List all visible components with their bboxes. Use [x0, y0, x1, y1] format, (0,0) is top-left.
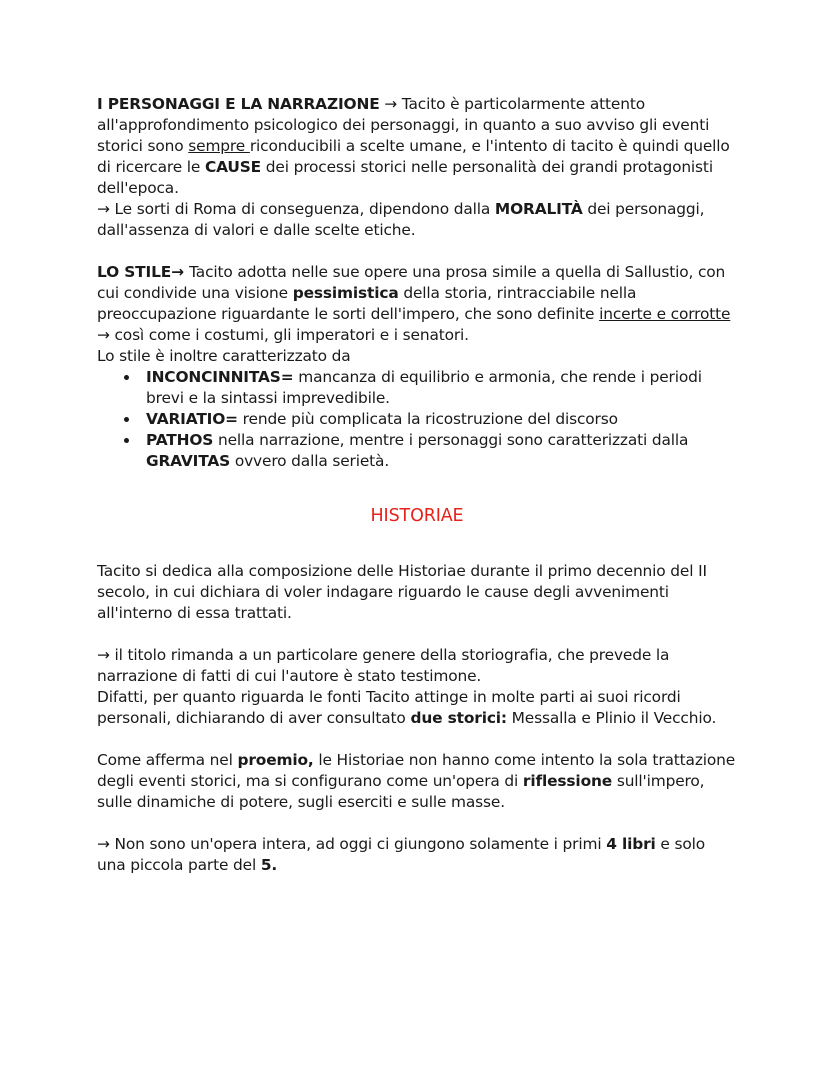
- section-title-historiae: HISTORIAE: [370, 506, 464, 526]
- paragraph-stile: LO STILE→ Tacito adotta nelle sue opere una prosa simile a quella di Sallustio, con cui condivide una visione pessimistica della storia, rintracciabile nella preoccupazione riguardante le sorti dell'impero, che sono definite incerte e corrotte → così come i costumi, gli imperatori e i senatori.: [97, 263, 731, 344]
- paragraph-titolo: → il titolo rimanda a un particolare genere della storiografia, che prevede la narrazione di fatti di cui l'autore è stato testimone.: [97, 646, 670, 685]
- stile-bullet-list: [97, 367, 737, 472]
- paragraph-sorti-roma: → Le sorti di Roma di conseguenza, dipendono dalla MORALITÀ dei personaggi, dall'assenza di valori e dalle scelte etiche.: [97, 200, 705, 239]
- heading-personaggi: I PERSONAGGI E LA NARRAZIONE: [97, 95, 380, 113]
- paragraph-historiae-intro: Tacito si dedica alla composizione delle Historiae durante il primo decennio del II secolo, in cui dichiara di voler indagare riguardo le cause degli avvenimenti all'interno di essa trattati.: [97, 562, 707, 622]
- document-body: [97, 94, 737, 876]
- paragraph-libri: → Non sono un'opera intera, ad oggi ci giungono solamente i primi 4 libri e solo una piccola parte del 5.: [97, 835, 705, 874]
- list-item: INCONCINNITAS= mancanza di equilibrio e armonia, che rende i periodi brevi e la sintassi imprevedibile.: [146, 367, 737, 409]
- paragraph-fonti: Difatti, per quanto riguarda le fonti Tacito attinge in molte parti ai suoi ricordi personali, dichiarando di aver consultato due storici: Messalla e Plinio il Vecchio.: [97, 688, 717, 727]
- list-item: PATHOS nella narrazione, mentre i personaggi sono caratterizzati dalla GRAVITAS ovvero dalla serietà.: [146, 430, 737, 472]
- paragraph-stile-intro: Lo stile è inoltre caratterizzato da: [97, 347, 351, 365]
- paragraph-proemio: Come afferma nel proemio, le Historiae non hanno come intento la sola trattazione degli eventi storici, ma si configurano come un'opera di riflessione sull'impero, sulle dinamiche di potere, sugli eserciti e sulle masse.: [97, 751, 736, 811]
- paragraph-personaggi: I PERSONAGGI E LA NARRAZIONE → Tacito è particolarmente attento all'approfondimento psicologico dei personaggi, in quanto a suo avviso gli eventi storici sono sempre riconducibili a scelte umane, e l'intento di tacito è quindi quello di ricercare le CAUSE dei processi storici nelle personalità dei grandi protagonisti dell'epoca.: [97, 95, 730, 197]
- heading-stile: LO STILE: [97, 263, 172, 281]
- list-item: VARIATIO= rende più complicata la ricostruzione del discorso: [146, 409, 737, 430]
